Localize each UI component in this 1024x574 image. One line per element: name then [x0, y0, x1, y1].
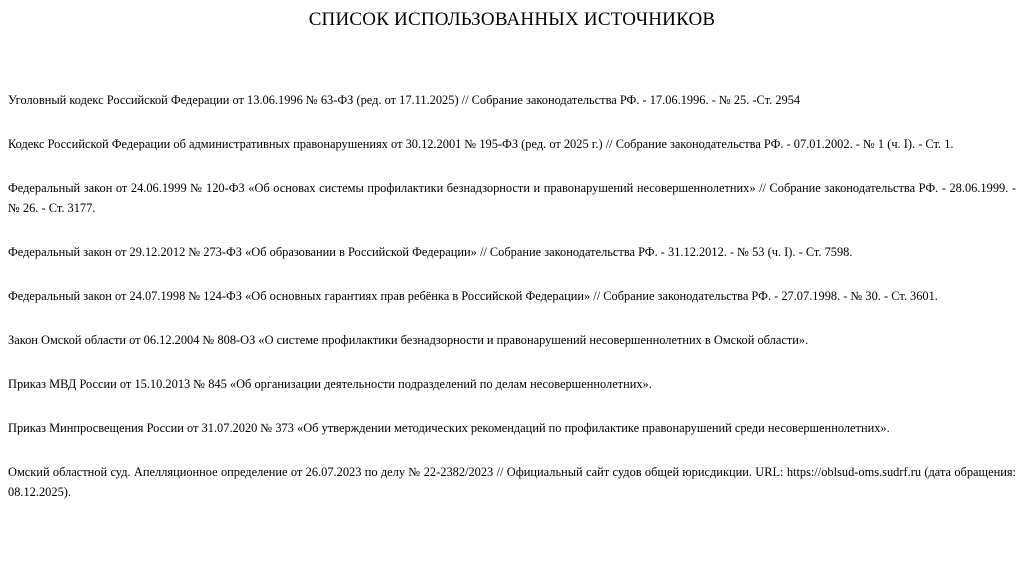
reference-item-7: Приказ МВД России от 15.10.2013 № 845 «Об организации деятельности подразделений по делам несовершеннолетних».	[8, 377, 652, 391]
reference-item-8: Приказ Минпросвещения России от 31.07.2020 № 373 «Об утверждении методических рекомендаций по профилактике правонарушений среди несовершеннолетних».	[8, 421, 890, 435]
reference-item-4: Федеральный закон от 29.12.2012 № 273-ФЗ «Об образовании в Российской Федерации» // Собрание законодательства РФ. - 31.12.2012. - № 53 (ч. I). - Ст. 7598.	[8, 245, 853, 259]
reference-item-6: Закон Омской области от 06.12.2004 № 808-ОЗ «О системе профилактики безнадзорности и правонарушений несовершеннолетних в Омской области».	[8, 333, 809, 347]
reference-item-9: Омский областной суд. Апелляционное определение от 26.07.2023 по делу № 22-2382/2023 // Официальный сайт судов общей юрисдикции. URL: https://oblsud-oms.sudrf.ru (дата обращения: 08.12.2025).	[8, 465, 1016, 499]
reference-item-3: Федеральный закон от 24.06.1999 № 120-ФЗ «Об основах системы профилактики безнадзорности и правонарушений несовершеннолетних» // Собрание законодательства РФ. - 28.06.1999. - № 26. - Ст. 3177.	[8, 181, 1016, 215]
reference-item-2: Кодекс Российской Федерации об административных правонарушениях от 30.12.2001 № 195-ФЗ (ред. от 2025 г.) // Собрание законодательства РФ. - 07.01.2002. - № 1 (ч. I). - Ст. 1.	[8, 137, 954, 151]
page-title: СПИСОК ИСПОЛЬЗОВАННЫХ ИСТОЧНИКОВ	[308, 9, 716, 30]
reference-item-5: Федеральный закон от 24.07.1998 № 124-ФЗ «Об основных гарантиях прав ребёнка в Российской Федерации» // Собрание законодательства РФ. - 27.07.1998. - № 30. - Ст. 3601.	[8, 289, 938, 303]
reference-item-1: Уголовный кодекс Российской Федерации от 13.06.1996 № 63-ФЗ (ред. от 17.11.2025) // Собрание законодательства РФ. - 17.06.1996. - № 25. -Ст. 2954	[8, 93, 801, 107]
reference-list	[8, 90, 1016, 526]
